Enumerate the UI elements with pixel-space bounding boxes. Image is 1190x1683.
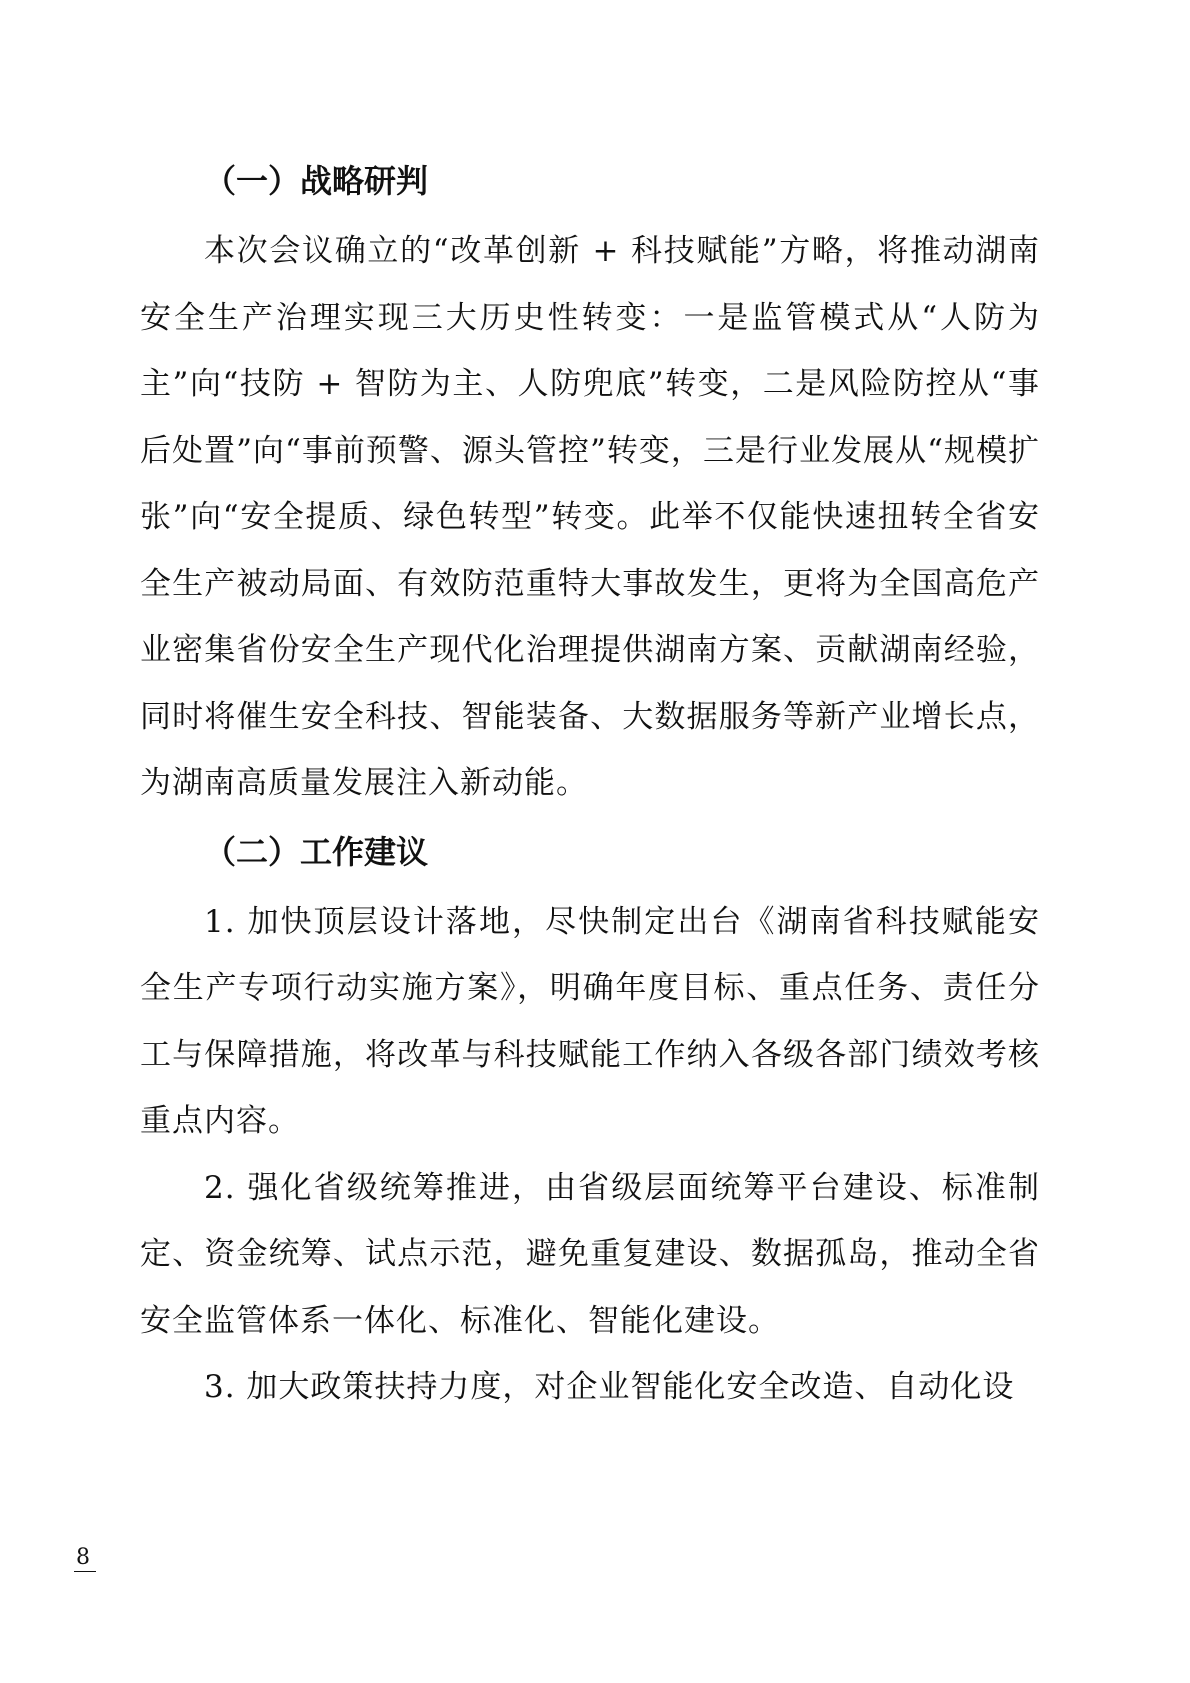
paragraph-strategic-analysis: 本次会议确立的“改革创新 + 科技赋能”方略，将推动湖南安全生产治理实现三大历史性转变：一是监管模式从“人防为主”向“技防 + 智防为主、人防兜底”转变，二是风险防控从“事后处置”向“事前预警、源头管控”转变，三是行业发展从“规模扩张”向“安全提质、绿色转型”转变。此举不仅能快速扭转全省安全生产被动局面、有效防范重特大事故发生，更将为全国高危产业密集省份安全生产现代化治理提供湖南方案、贡献湖南经验，同时将催生安全科技、智能装备、大数据服务等新产业增长点，为湖南高质量发展注入新动能。 (140, 233, 1040, 801)
page-number: 8 (74, 1545, 96, 1572)
suggestion-item-2: 2. 强化省级统筹推进，由省级层面统筹平台建设、标准制定、资金统筹、试点示范，避免重复建设、数据孤岛，推动全省安全监管体系一体化、标准化、智能化建设。 (140, 1169, 1040, 1339)
section-heading-strategic-analysis: （一）战略研判 (204, 162, 429, 200)
section-heading-work-suggestions: （二）工作建议 (204, 832, 429, 871)
document-body (140, 150, 1040, 1421)
suggestion-item-3: 3. 加大政策扶持力度，对企业智能化安全改造、自动化设 (204, 1369, 1015, 1405)
suggestion-item-1: 1. 加快顶层设计落地，尽快制定出台《湖南省科技赋能安全生产专项行动实施方案》，明确年度目标、重点任务、责任分工与保障措施，将改革与科技赋能工作纳入各级各部门绩效考核重点内容。 (140, 903, 1040, 1139)
